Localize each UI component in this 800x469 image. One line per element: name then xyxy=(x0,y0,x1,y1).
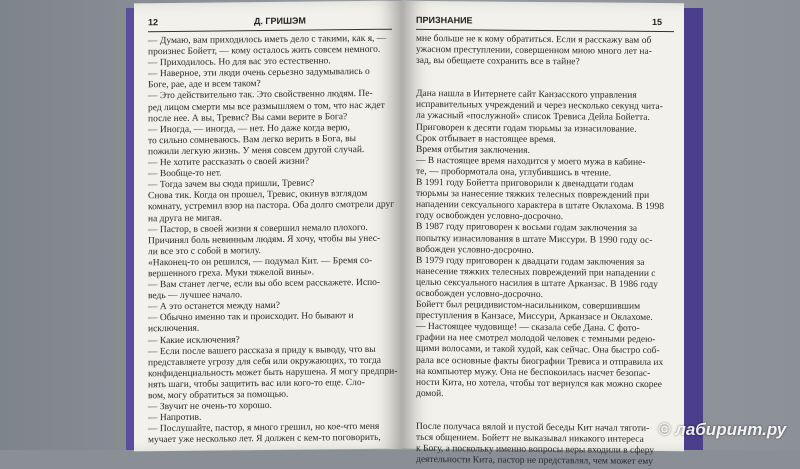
text-line: — Приходилось. Но для вас это естественно. xyxy=(148,56,331,69)
text-line: — Обычно именно так и происходит. Но бывают и xyxy=(148,311,354,324)
left-page-text xyxy=(148,33,398,447)
text-line: — Настоящее чудовище! — сказала себе Дана. С фото- xyxy=(416,322,640,335)
text-line: преступления в Канзасе, Миссури, Арканзасе и Оклахоме. xyxy=(416,311,653,324)
text-line: — Не хотите рассказать о своей жизни? xyxy=(148,156,310,169)
text-line: графии на нее смотрел молодой человек с темными редею- xyxy=(416,333,656,346)
text-line: на компьютер мужу. Она не беспокоилась насчет безопас- xyxy=(416,366,651,379)
text-line: освобожден условно-досрочно. xyxy=(416,288,544,300)
text-line: ться общением. Бойетт не выказывал никакого интереса xyxy=(416,432,644,445)
text-line: то сильно сомневаюсь. Вам легко верить в Бога, вы xyxy=(148,133,356,147)
text-line: исключения. xyxy=(148,324,200,335)
text-line: Приговорен к десяти годам тюрьмы за изнасилование. xyxy=(416,122,637,135)
watermark: © лабиринт.ру xyxy=(658,420,787,439)
text-line: — Звучит не очень-то хорошо. xyxy=(148,401,272,413)
text-line: После получаса вялой и пустой беседы Кит начал тяготи- xyxy=(416,421,650,434)
text-line: — А это останется между нами? xyxy=(148,301,280,313)
right-running-head: ПРИЗНАНИЕ xyxy=(416,14,473,26)
text-line: Причинял боль невинным людям. Я хочу, чтобы вы унес- xyxy=(148,233,381,246)
text-line: ужасном преступлении, совершенном мною много лет на- xyxy=(416,44,652,58)
text-line: Время отбытия заключения. xyxy=(416,144,530,156)
text-line: зад, вы обещаете сохранить все в тайне? xyxy=(416,56,580,68)
text-line: нападении сексуального характера в штате Оклахома. В 1998 xyxy=(416,200,664,213)
text-line: — Послушайте, пастор, я много грешил, но кое-что меня xyxy=(148,422,380,435)
text-line: те, — пробормотала она, углубившись в чтение. xyxy=(416,166,612,179)
text-line: — Вам станет легче, если вы обо всем расскажете. Испо- xyxy=(148,277,381,291)
text-line: исправительных учреждений и через несколько секунд чита- xyxy=(416,100,663,113)
right-page xyxy=(402,1,684,468)
text-line: ности Кита, но хотела, чтобы тот вернулся как можно скорее xyxy=(416,377,662,390)
text-line: вершенного греха. Муки тяжелой вины». xyxy=(148,267,315,280)
text-line: ла ужасный «послужной» список Тревиса Дейла Бойетта. xyxy=(416,111,650,124)
text-line: деятельности Кита, пастор не представлял, чем может ему xyxy=(416,455,653,468)
text-line: «Наконец-то он решился, — подумал Кит. — Бремя со- xyxy=(148,255,373,269)
text-line: мучает уже несколько лет. Я должен с кем-то поговорить, xyxy=(148,433,381,446)
text-line: произнес Бойетт, — кому осталось жить совсем немного. xyxy=(148,44,381,58)
text-line: рала все основные факты биографии Тревиса и отправила их xyxy=(416,355,664,368)
text-line: Бойетт был рецидивистом-насильником, совершившим xyxy=(416,299,641,312)
text-line: представляете угрозу для себя или окружающих, то тогда xyxy=(148,355,382,368)
text-line: — Это действительно так. Это свойственно людям. Пе- xyxy=(148,89,373,102)
text-line: комнату, устремил взор на пастора. Оба долго смотрели друг xyxy=(148,200,395,213)
text-line xyxy=(416,67,678,91)
text-line: — Вообще-то нет. xyxy=(148,168,222,180)
text-line: пожили легкую жизнь. У меня совсем другой случай. xyxy=(148,144,365,158)
text-line: целью сексуального насилия в штате Арканзас. В 1986 году xyxy=(416,277,658,290)
text-line: попытку изнасилования в штате Миссури. В 1990 году ос- xyxy=(416,233,653,246)
text-line: Дана нашла в Интернете сайт Канзасского управления xyxy=(416,89,637,102)
text-line: мне больше не к кому обратиться. Если я расскажу вам об xyxy=(416,33,652,46)
text-line: нанесение тяжких телесных повреждений при нападении с xyxy=(416,266,656,279)
text-line: нять шаги, чтобы защитить вас или кого-то еще. Сло- xyxy=(148,377,365,391)
text-line: Боге, рае, аде и всем таком? xyxy=(148,79,261,91)
text-line: Снова тик. Когда он прошел, Тревис, окинув взглядом xyxy=(148,189,368,202)
text-line: Срок отбывает в настоящее время. xyxy=(416,133,556,145)
text-line: В 1987 году приговорен к восьми годам заключения за xyxy=(416,222,638,235)
left-page xyxy=(134,1,402,452)
text-line: домой. xyxy=(416,388,444,399)
left-running-head: Д. ГРИШЭМ xyxy=(254,15,306,27)
text-line: ли все это с собой в могилу. xyxy=(148,245,261,258)
text-line: после нее. А вы, Тревис? Вы сами верите в Бога? xyxy=(148,111,348,124)
text-line xyxy=(416,400,678,424)
text-line: году освобожден условно-досрочно. xyxy=(416,211,564,223)
text-line: ред лицом смерти мы все размышляем о том, что нас ждет xyxy=(148,100,385,113)
text-line: к Богу, а поскольку именно вопросы веры входили в сферу xyxy=(416,443,655,457)
right-header-rule xyxy=(416,29,674,32)
text-line: — В настоящее время находится у моего мужа в кабине- xyxy=(416,155,646,168)
text-line: — Думаю, вам приходилось иметь дело с такими, как я, — xyxy=(148,33,387,47)
text-line: — Тогда зачем вы сюда пришли, Тревис? xyxy=(148,178,315,191)
text-line: — Какие исключения? xyxy=(148,334,240,346)
text-line: — Наверное, эти люди очень серьезно задумывались о xyxy=(148,67,370,80)
text-line: вом, могу обратиться за помощью. xyxy=(148,389,289,402)
text-line: щими волосами, и такой худой, как сейчас. Она быстро соб- xyxy=(416,344,660,357)
text-line: — Напротив. xyxy=(148,412,202,424)
right-page-number: 15 xyxy=(652,16,663,28)
text-line: тюрьмы за нанесение тяжких телесных повреждений при xyxy=(416,189,650,202)
text-line: — Иногда, — иногда, — нет. Но даже когда верю, xyxy=(148,122,350,136)
text-line: конфиденциальность может быть нарушена. Я могу предпри- xyxy=(148,366,398,380)
text-line: — Если после вашего рассказа я приду к выводу, что вы xyxy=(148,344,376,357)
text-line: на друга не мигая. xyxy=(148,212,223,224)
right-page-text xyxy=(416,34,678,469)
left-page-number: 12 xyxy=(148,17,159,28)
text-line: В 1979 году приговорен к двадцати годам заключения за xyxy=(416,255,645,268)
text-line: вобожден условно-досрочно. xyxy=(416,244,534,256)
text-line: ведь — лучшее начало. xyxy=(148,290,243,302)
text-line: В 1991 году Бойетта приговорили к двенадцати годам xyxy=(416,177,634,190)
text-line: — Пастор, в своей жизни я совершил немало плохого. xyxy=(148,222,368,235)
left-header-rule xyxy=(148,29,392,33)
